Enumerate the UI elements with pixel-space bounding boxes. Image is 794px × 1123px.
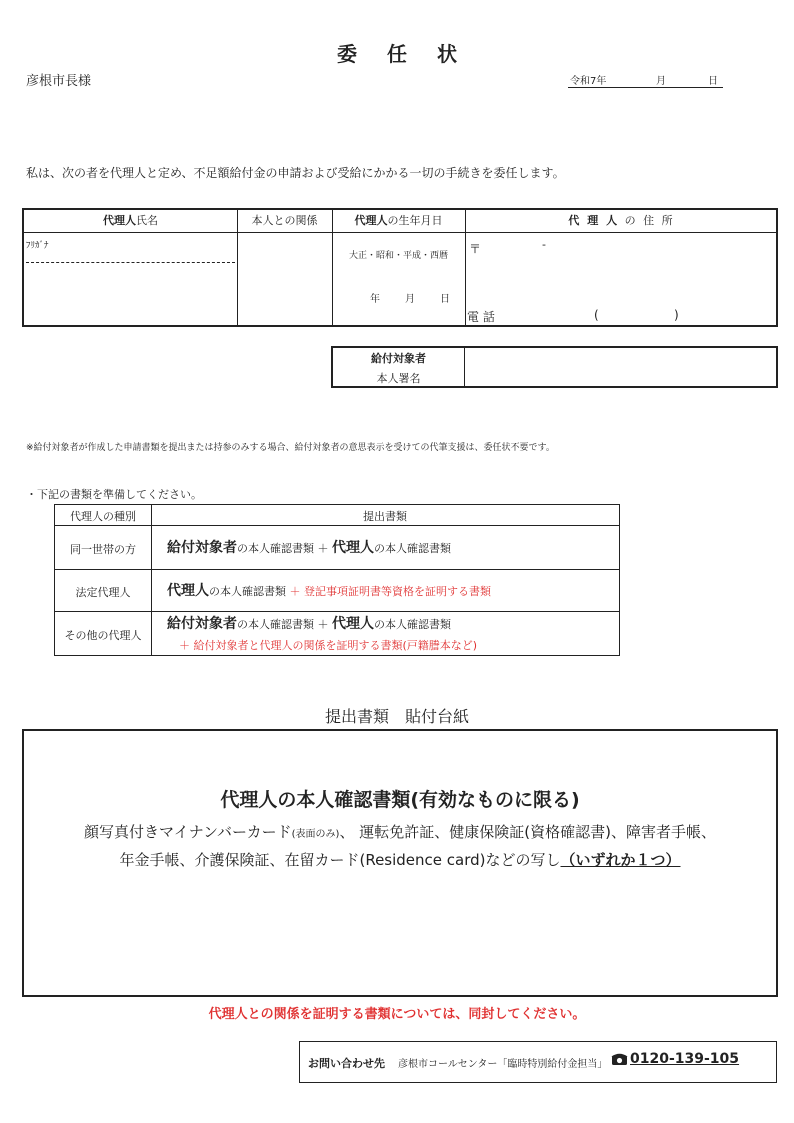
proxy-note: ※給付対象者が作成した申請書類を提出または持参のみする場合、給付対象者の意思表示を受けての代筆支援は、委任状不要です。	[26, 443, 555, 453]
enclose-note: 代理人との関係を証明する書類については、同封してください。	[208, 1007, 586, 1022]
date-month: 月	[656, 76, 666, 87]
birth-year-label: 年	[370, 294, 380, 305]
prepare-docs-label: ・下記の書類を準備してください。	[26, 488, 202, 501]
signature-input[interactable]	[466, 349, 774, 385]
docs-row-content: 給付対象者の本人確認書類 ＋ 代理人の本人確認書類	[167, 540, 451, 556]
contact-label: お問い合わせ先	[308, 1057, 385, 1070]
docs-row-type: 法定代理人	[75, 586, 131, 599]
docs-row-type: その他の代理人	[64, 629, 142, 642]
docs-row-content: 給付対象者の本人確認書類 ＋ 代理人の本人確認書類	[167, 616, 451, 632]
birth-month-label: 月	[405, 294, 415, 305]
address-header: 代 理 人 の 住 所	[568, 214, 675, 227]
date-day: 日	[708, 76, 718, 87]
postal-dash: -	[542, 238, 546, 251]
accepted-docs-line2: 年金手帳、介護保険証、在留カード(Residence card)などの写し（いずれか１つ）	[119, 851, 681, 869]
phone-label: 電 話	[467, 310, 495, 324]
era-options[interactable]: 大正・昭和・平成・西暦	[348, 251, 448, 261]
signature-box	[331, 346, 778, 388]
signature-label: 給付対象者	[371, 352, 426, 365]
contact-phone[interactable]: 0120-139-105	[630, 1051, 740, 1067]
mount-heading: 代理人の本人確認書類(有効なものに限る)	[220, 789, 580, 811]
signature-sublabel: 本人署名	[376, 372, 421, 385]
docs-header: 提出書類	[363, 510, 407, 523]
relation-header: 本人との関係	[251, 214, 318, 227]
page-title: 委任状	[337, 42, 487, 66]
mount-sheet-title: 提出書類 貼付台紙	[324, 707, 469, 726]
addressee: 彦根市長様	[26, 74, 92, 89]
agent-info-table	[22, 208, 778, 327]
phone-open-paren: (	[594, 308, 599, 322]
furigana-label: ﾌﾘｶﾞﾅ	[26, 241, 49, 251]
phone-close-paren: )	[674, 308, 679, 322]
required-docs-table	[54, 504, 620, 656]
contact-box	[299, 1041, 777, 1083]
furigana-input[interactable]	[26, 234, 235, 261]
contact-center: 彦根市コールセンター「臨時特別給付金担当」	[398, 1059, 608, 1070]
delegation-statement: 私は、次の者を代理人と定め、不足額給付金の申請および受給にかかる一切の手続きを委任します。	[26, 166, 565, 180]
phone-input[interactable]	[604, 306, 672, 324]
agent-name-input[interactable]	[26, 264, 235, 326]
date-era: 令和7年	[570, 76, 607, 87]
birth-day-label: 日	[440, 294, 450, 305]
relation-input[interactable]	[238, 233, 331, 326]
docs-row-content: 代理人の本人確認書類 ＋ 登記事項証明書等資格を証明する書類	[167, 583, 491, 599]
agent-name-header: 代理人氏名	[103, 214, 158, 227]
date-field[interactable]	[568, 70, 723, 88]
docs-row-extra: ＋ 給付対象者と代理人の関係を証明する書類(戸籍謄本など)	[179, 639, 478, 652]
postal-mark: 〒	[469, 242, 482, 256]
birthdate-header: 代理人の生年月日	[354, 214, 443, 227]
docs-row-type: 同一世帯の方	[70, 543, 136, 556]
accepted-docs-line1: 顔写真付きマイナンバーカード(表面のみ)、 運転免許証、健康保険証(資格確認書)、障害者手帳、	[84, 823, 716, 841]
document-mount-area[interactable]	[22, 729, 778, 997]
phone-icon	[611, 1052, 628, 1066]
address-input[interactable]	[467, 234, 776, 304]
docs-type-header: 代理人の種別	[70, 510, 136, 523]
